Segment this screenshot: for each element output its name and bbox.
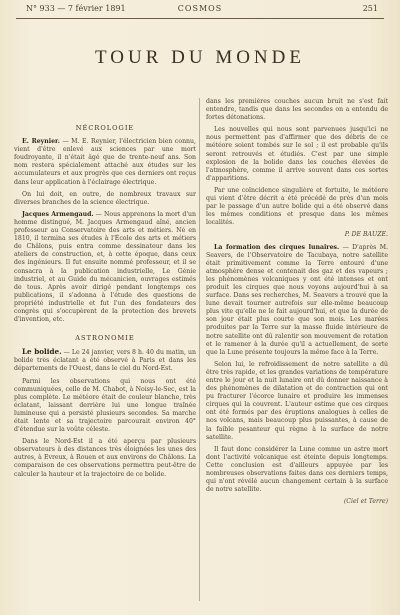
article-columns [14, 98, 388, 601]
article-bolide-para3: Dans le Nord-Est il a été aperçu par plusieurs observateurs à des distances très éloignées les unes des autres, à Evreux, à Rouen et aux environs de Châlons. La comparaison de ces observations permettra peut-être de calculer la hauteur et la trajectoire de ce bolide. [14, 438, 196, 478]
article-bolide [14, 348, 196, 373]
obituary-reynier [14, 138, 196, 187]
section-heading-astronomie: ASTRONOMIE [75, 334, 135, 343]
page-title: TOUR DU MONDE [95, 47, 305, 68]
right-column [206, 98, 388, 601]
obituary-name: E. Reynier. [22, 138, 60, 146]
article-bolide-continued: dans les premières couches aucun bruit ne s'est fait entendre, tandis que dans les secondes on a entendu de fortes détonations. [206, 98, 388, 122]
section-heading-necrologie: NÉCROLOGIE [75, 124, 135, 132]
article-runin-title: Le bolide. [22, 347, 62, 357]
issue-date: N° 933 — 7 février 1891 [26, 4, 126, 13]
obituary-reynier-cont: On lui doit, en outre, de nombreux travaux sur diverses branches de la science électrique. [14, 190, 196, 206]
article-source: (Ciel et Terre) [343, 498, 388, 506]
article-text: — Le 24 janvier, vers 8 h. 40 du matin, un bolide très éclatant a été observé à Paris et dans les départements de l'Ouest, dans le ciel du Nord-Est. [14, 349, 196, 373]
obituary-name: Jacques Armengaud. [22, 210, 94, 218]
running-header [10, 0, 390, 18]
obituary-armengaud [14, 211, 196, 324]
article-cirques-para2: Selon lui, le refroidissement de notre satellite a dû être très rapide, et les grandes variations de température entre le jour et la nuit lunaire ont dû donner naissance à des phénomènes de dilatation et de contraction qui ont pu fracturer l'écorce lunaire et produire les immenses cirques qui la couvrent. L'auteur estime que ces cirques ont été formés par des éruptions analogues à celles de nos volcans, mais beaucoup plus puissantes, à cause de la faible pesanteur qui règne à la surface de notre satellite. [206, 360, 388, 441]
obituary-text: — M. E. Reynier, l'électricien bien connu, vient d'être enlevé aux sciences par une mort foudroyante, il n'était âgé que de trente-neuf ans. Son nom restera spécialement attaché aux études sur les accumulateurs et aux progrès que ces derniers ont reçus dans leur application à l'éclairage électrique. [14, 138, 196, 186]
article-runin-title: La formation des cirques lunaires. [214, 243, 340, 251]
obituary-text: — Nous apprenons la mort d'un homme distingué, M. Jacques Armengaud aîné, ancien professeur au Conservatoire des arts et métiers. Né en 1810, il termina ses études à l'École des arts et métiers de Châlons, puis entra comme dessinateur dans les ateliers de construction, et, à cette époque, dans ceux des ingénieurs. Il fut ensuite nommé professeur, et il se consacra à la publication industrielle, Le Génie industriel, et au Guide du mécanicien, ouvrages estimés de tous. Après avoir dirigé pendant longtemps ces publications, il s'adonna à l'étude des questions de propriété industrielle et fut l'un des fondateurs des congrès qui s'occupèrent de la protection des brevets d'invention, etc. [14, 210, 196, 324]
article-cirques-lunaires [206, 244, 388, 357]
article-bolide-continued-para2: Les nouvelles qui nous sont parvenues jusqu'ici ne nous permettent pas d'affirmer que des débris de ce météore soient tombés sur le sol ; il est probable qu'ils seront retrouvés et étudiés. C'est par une simple explosion de la bolide dans les couches élevées de l'atmosphère, comme il arrive souvent dans ces sortes d'apparitions. [206, 126, 388, 182]
article-text: — D'après M. Seavers, de l'Observatoire de Tacubaya, notre satellite était primitivement comme la Terre entouré d'une atmosphère dense et contenait des gaz et des vapeurs ; les phénomènes volcaniques y ont été intenses et ont produit les cirques que nous voyons aujourd'hui à sa surface. Dans ses recherches, M. Seavers a trouvé que la lune devait tourner autrefois sur elle-même beaucoup plus vite qu'elle ne le fait aujourd'hui, et que la durée de son jour était plus courte que son mois. Les marées produites par la Terre sur la masse fluide intérieure de notre satellite ont dû ralentir son mouvement de rotation et le ramener à la durée qu'il a actuellement, de sorte que la Lune présente toujours la même face à la Terre. [206, 243, 388, 356]
page-number: 251 [362, 4, 378, 13]
article-bolide-para2: Parmi les observations qui nous ont été communiquées, celle de M. Chabot, à Noisy-le-Sec, est la plus complète. Le météore était de couleur blanche, très éclatant, laissant derrière lui une longue traînée lumineuse qui a persisté plusieurs secondes. Sa marche était lente et sa trajectoire parcourait environ 40° d'étendue sur la voûte céleste. [14, 377, 196, 434]
header-rule [16, 18, 384, 19]
article-bolide-continued-para3: Par une coïncidence singulière et fortuite, le météore qui vient d'être décrit a été précédé de près d'un mois par le passage d'un autre bolide qui a été observé dans les mêmes conditions et presque dans les mêmes localités. [206, 186, 388, 227]
article-signature: P. DE BAUZE. [344, 231, 388, 239]
left-column [14, 98, 196, 601]
article-cirques-para3: Il faut donc considérer la Lune comme un astre mort dont l'activité volcanique est éteinte depuis longtemps. Cette conclusion est d'ailleurs appuyée par les nombreuses observations faites dans ces derniers temps, qui n'ont révélé aucun changement certain à la surface de notre satellite. [206, 445, 388, 494]
journal-name: COSMOS [177, 4, 223, 13]
